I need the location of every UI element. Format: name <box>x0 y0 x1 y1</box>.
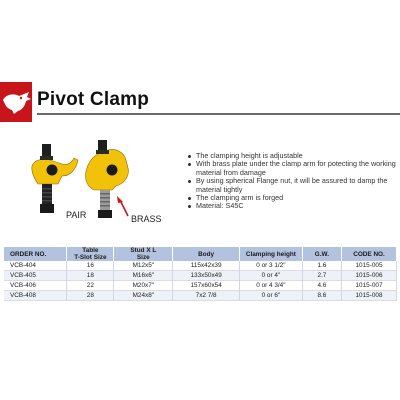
cell-code: 1015-006 <box>342 271 397 281</box>
cell-body: 133x50x49 <box>173 271 240 281</box>
cell-tslot: 18 <box>67 271 114 281</box>
cell-stud: M16x6" <box>114 271 173 281</box>
col-code-no: CODE NO. <box>342 247 397 261</box>
bullet-icon <box>188 163 191 166</box>
label-pair: PAIR <box>66 210 87 220</box>
bull-logo-icon <box>0 82 34 122</box>
cell-clamping: 0 or 3 1/2" <box>239 261 302 271</box>
cell-body: 157x60x54 <box>173 281 240 291</box>
cell-order-no: VCB-405 <box>4 271 67 281</box>
table-row <box>4 291 397 301</box>
col-body: Body <box>173 247 240 261</box>
cell-tslot: 22 <box>67 281 114 291</box>
cell-gw: 4.6 <box>302 281 341 291</box>
table-header-row <box>4 247 397 261</box>
clamp-right-icon <box>86 140 129 218</box>
cell-order-no: VCB-404 <box>4 261 67 271</box>
brass-arrow-icon <box>120 200 128 216</box>
cell-clamping: 0 or 4 3/4" <box>239 281 302 291</box>
feature-item: Material: S45C <box>186 202 400 210</box>
cell-body: 7x2 7/8 <box>173 291 240 301</box>
cell-code: 1015-007 <box>342 281 397 291</box>
cell-clamping: 0 or 6" <box>239 291 302 301</box>
bullet-icon <box>188 155 191 158</box>
pivot-clamp-illustration <box>28 140 188 240</box>
cell-gw: 2.7 <box>302 271 341 281</box>
feature-list <box>186 152 400 211</box>
bullet-icon <box>188 180 191 183</box>
feature-item: The clamping arm is forged <box>186 194 400 202</box>
cell-gw: 8.6 <box>302 291 341 301</box>
table-row <box>4 261 397 271</box>
feature-item: With brass plate under the clamp arm for potecting the working material from damage <box>186 160 400 177</box>
cell-body: 115x42x39 <box>173 261 240 271</box>
cell-code: 1015-008 <box>342 291 397 301</box>
cell-clamping: 0 or 4" <box>239 271 302 281</box>
spec-table <box>4 247 397 301</box>
page-header <box>0 82 400 122</box>
table-row <box>4 271 397 281</box>
cell-stud: M20x7" <box>114 281 173 291</box>
page-title: Pivot Clamp <box>37 89 149 110</box>
cell-order-no: VCB-406 <box>4 281 67 291</box>
clamp-left-icon <box>32 144 78 213</box>
feature-item: The clamping height is adjustable <box>186 152 400 160</box>
feature-item: By using spherical Flange nut, it will be assured to damp the material tightly <box>186 177 400 194</box>
bullet-icon <box>188 205 191 208</box>
cell-tslot: 16 <box>67 261 114 271</box>
cell-order-no: VCB-408 <box>4 291 67 301</box>
label-brass: BRASS <box>131 214 162 224</box>
cell-stud: M12x5" <box>114 261 173 271</box>
col-clamping-height: Clamping height <box>239 247 302 261</box>
cell-gw: 1.6 <box>302 261 341 271</box>
col-stud: Stud X L Size <box>114 247 173 261</box>
col-tslot: Table T-Slot Size <box>67 247 114 261</box>
bullet-icon <box>188 197 191 200</box>
table-row <box>4 281 397 291</box>
col-order-no: ORDER NO. <box>4 247 67 261</box>
title-divider <box>37 113 400 115</box>
col-gw: G.W. <box>302 247 341 261</box>
cell-stud: M24x8" <box>114 291 173 301</box>
cell-code: 1015-005 <box>342 261 397 271</box>
cell-tslot: 28 <box>67 291 114 301</box>
